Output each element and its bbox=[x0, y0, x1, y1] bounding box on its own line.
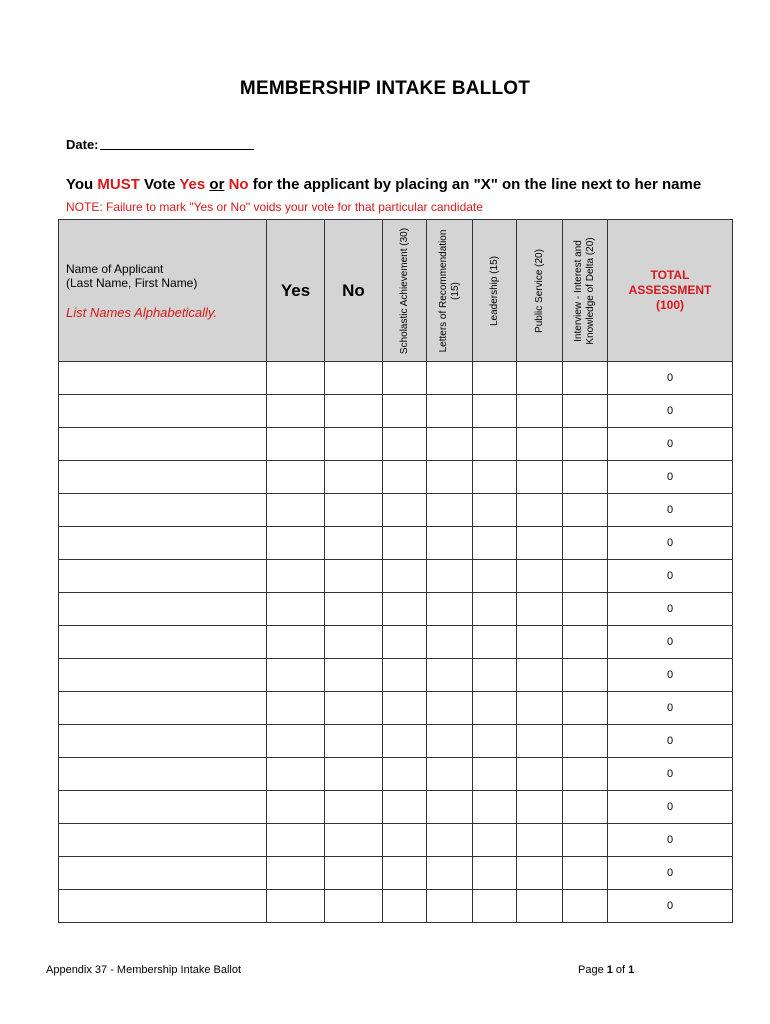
instruction-must: MUST bbox=[97, 176, 140, 193]
total-assessment-cell: 0 bbox=[608, 527, 733, 560]
leadership-score-cell[interactable] bbox=[473, 725, 517, 758]
table-row bbox=[59, 692, 733, 725]
public-service-score-cell[interactable] bbox=[517, 890, 563, 923]
total-assessment-cell: 0 bbox=[608, 725, 733, 758]
yes-vote-cell[interactable] bbox=[267, 560, 325, 593]
header-alphabetical-hint: List Names Alphabetically. bbox=[66, 304, 218, 320]
header-public-service bbox=[517, 220, 563, 362]
scholastic-score-cell[interactable] bbox=[383, 395, 427, 428]
leadership-score-cell[interactable] bbox=[473, 758, 517, 791]
table-header-row bbox=[59, 220, 733, 362]
total-assessment-cell: 0 bbox=[608, 659, 733, 692]
scholastic-score-cell[interactable] bbox=[383, 890, 427, 923]
public-service-score-cell[interactable] bbox=[517, 362, 563, 395]
header-public-service-label: Public Service (20) bbox=[533, 248, 545, 333]
letters-score-cell[interactable] bbox=[427, 362, 473, 395]
letters-score-cell[interactable] bbox=[427, 692, 473, 725]
letters-score-cell[interactable] bbox=[427, 626, 473, 659]
applicant-name-cell[interactable] bbox=[59, 659, 267, 692]
applicant-name-cell[interactable] bbox=[59, 527, 267, 560]
interview-score-cell[interactable] bbox=[563, 461, 608, 494]
public-service-score-cell[interactable] bbox=[517, 824, 563, 857]
table-row bbox=[59, 824, 733, 857]
public-service-score-cell[interactable] bbox=[517, 494, 563, 527]
yes-vote-cell[interactable] bbox=[267, 527, 325, 560]
no-vote-cell[interactable] bbox=[325, 692, 383, 725]
total-assessment-cell: 0 bbox=[608, 890, 733, 923]
yes-vote-cell[interactable] bbox=[267, 494, 325, 527]
scholastic-score-cell[interactable] bbox=[383, 527, 427, 560]
table-row bbox=[59, 659, 733, 692]
scholastic-score-cell[interactable] bbox=[383, 593, 427, 626]
applicant-name-cell[interactable] bbox=[59, 593, 267, 626]
scholastic-score-cell[interactable] bbox=[383, 362, 427, 395]
no-vote-cell[interactable] bbox=[325, 758, 383, 791]
no-vote-cell[interactable] bbox=[325, 626, 383, 659]
header-total-line2: ASSESSMENT bbox=[628, 283, 712, 297]
total-assessment-cell: 0 bbox=[608, 593, 733, 626]
leadership-score-cell[interactable] bbox=[473, 461, 517, 494]
yes-vote-cell[interactable] bbox=[267, 395, 325, 428]
total-assessment-cell: 0 bbox=[608, 692, 733, 725]
header-letters bbox=[427, 220, 473, 362]
header-total-line3: (100) bbox=[655, 298, 684, 312]
public-service-score-cell[interactable] bbox=[517, 758, 563, 791]
total-assessment-cell: 0 bbox=[608, 824, 733, 857]
scholastic-score-cell[interactable] bbox=[383, 494, 427, 527]
public-service-score-cell[interactable] bbox=[517, 461, 563, 494]
footer-page-of: of bbox=[612, 964, 629, 976]
yes-vote-cell[interactable] bbox=[267, 461, 325, 494]
header-leadership bbox=[473, 220, 517, 362]
letters-score-cell[interactable] bbox=[427, 560, 473, 593]
public-service-score-cell[interactable] bbox=[517, 527, 563, 560]
letters-score-cell[interactable] bbox=[427, 494, 473, 527]
no-vote-cell[interactable] bbox=[325, 395, 383, 428]
applicant-name-cell[interactable] bbox=[59, 857, 267, 890]
letters-score-cell[interactable] bbox=[427, 659, 473, 692]
header-interview-label: Interview - Interest and Knowledge of Delta (20) bbox=[573, 236, 596, 345]
instruction-yes: Yes bbox=[179, 176, 206, 193]
total-assessment-cell: 0 bbox=[608, 791, 733, 824]
yes-vote-cell[interactable] bbox=[267, 758, 325, 791]
yes-vote-cell[interactable] bbox=[267, 890, 325, 923]
footer-page-prefix: Page bbox=[578, 964, 607, 976]
applicant-name-cell[interactable] bbox=[59, 824, 267, 857]
no-vote-cell[interactable] bbox=[325, 890, 383, 923]
public-service-score-cell[interactable] bbox=[517, 428, 563, 461]
public-service-score-cell[interactable] bbox=[517, 395, 563, 428]
interview-score-cell[interactable] bbox=[563, 791, 608, 824]
header-total-line1: TOTAL bbox=[650, 268, 690, 282]
letters-score-cell[interactable] bbox=[427, 725, 473, 758]
scholastic-score-cell[interactable] bbox=[383, 461, 427, 494]
leadership-score-cell[interactable] bbox=[473, 857, 517, 890]
applicant-name-cell[interactable] bbox=[59, 428, 267, 461]
yes-vote-cell[interactable] bbox=[267, 428, 325, 461]
no-vote-cell[interactable] bbox=[325, 593, 383, 626]
applicant-name-cell[interactable] bbox=[59, 494, 267, 527]
header-no: No bbox=[325, 220, 383, 362]
no-vote-cell[interactable] bbox=[325, 428, 383, 461]
header-name-line1: Name of Applicant bbox=[66, 261, 164, 276]
scholastic-score-cell[interactable] bbox=[383, 857, 427, 890]
interview-score-cell[interactable] bbox=[563, 362, 608, 395]
table-row bbox=[59, 593, 733, 626]
table-row bbox=[59, 560, 733, 593]
table-row bbox=[59, 362, 733, 395]
interview-score-cell[interactable] bbox=[563, 527, 608, 560]
interview-score-cell[interactable] bbox=[563, 560, 608, 593]
public-service-score-cell[interactable] bbox=[517, 725, 563, 758]
leadership-score-cell[interactable] bbox=[473, 494, 517, 527]
letters-score-cell[interactable] bbox=[427, 791, 473, 824]
letters-score-cell[interactable] bbox=[427, 824, 473, 857]
interview-score-cell[interactable] bbox=[563, 593, 608, 626]
table-row bbox=[59, 527, 733, 560]
yes-vote-cell[interactable] bbox=[267, 593, 325, 626]
yes-vote-cell[interactable] bbox=[267, 692, 325, 725]
scholastic-score-cell[interactable] bbox=[383, 824, 427, 857]
no-vote-cell[interactable] bbox=[325, 659, 383, 692]
yes-vote-cell[interactable] bbox=[267, 857, 325, 890]
header-name-of-applicant bbox=[59, 220, 267, 362]
header-scholastic bbox=[383, 220, 427, 362]
no-vote-cell[interactable] bbox=[325, 494, 383, 527]
scholastic-score-cell[interactable] bbox=[383, 659, 427, 692]
table-row bbox=[59, 461, 733, 494]
header-scholastic-label: Scholastic Achievement (30) bbox=[398, 227, 410, 354]
letters-score-cell[interactable] bbox=[427, 890, 473, 923]
yes-vote-cell[interactable] bbox=[267, 626, 325, 659]
applicant-name-cell[interactable] bbox=[59, 758, 267, 791]
header-leadership-label: Leadership (15) bbox=[488, 255, 500, 326]
scholastic-score-cell[interactable] bbox=[383, 428, 427, 461]
applicant-name-cell[interactable] bbox=[59, 890, 267, 923]
table-row bbox=[59, 494, 733, 527]
table-row bbox=[59, 758, 733, 791]
interview-score-cell[interactable] bbox=[563, 824, 608, 857]
leadership-score-cell[interactable] bbox=[473, 362, 517, 395]
letters-score-cell[interactable] bbox=[427, 527, 473, 560]
interview-score-cell[interactable] bbox=[563, 758, 608, 791]
scholastic-score-cell[interactable] bbox=[383, 692, 427, 725]
ballot-table bbox=[58, 219, 733, 923]
leadership-score-cell[interactable] bbox=[473, 824, 517, 857]
public-service-score-cell[interactable] bbox=[517, 692, 563, 725]
yes-vote-cell[interactable] bbox=[267, 791, 325, 824]
date-blank-line[interactable] bbox=[100, 136, 254, 150]
footer-appendix: Appendix 37 - Membership Intake Ballot bbox=[46, 964, 242, 976]
no-vote-cell[interactable] bbox=[325, 461, 383, 494]
no-vote-cell[interactable] bbox=[325, 527, 383, 560]
letters-score-cell[interactable] bbox=[427, 758, 473, 791]
leadership-score-cell[interactable] bbox=[473, 626, 517, 659]
leadership-score-cell[interactable] bbox=[473, 428, 517, 461]
public-service-score-cell[interactable] bbox=[517, 626, 563, 659]
yes-vote-cell[interactable] bbox=[267, 362, 325, 395]
public-service-score-cell[interactable] bbox=[517, 857, 563, 890]
interview-score-cell[interactable] bbox=[563, 428, 608, 461]
interview-score-cell[interactable] bbox=[563, 857, 608, 890]
no-vote-cell[interactable] bbox=[325, 725, 383, 758]
public-service-score-cell[interactable] bbox=[517, 791, 563, 824]
scholastic-score-cell[interactable] bbox=[383, 560, 427, 593]
no-vote-cell[interactable] bbox=[325, 857, 383, 890]
yes-vote-cell[interactable] bbox=[267, 659, 325, 692]
letters-score-cell[interactable] bbox=[427, 593, 473, 626]
table-row bbox=[59, 725, 733, 758]
leadership-score-cell[interactable] bbox=[473, 395, 517, 428]
public-service-score-cell[interactable] bbox=[517, 659, 563, 692]
table-row bbox=[59, 428, 733, 461]
table-row bbox=[59, 791, 733, 824]
applicant-name-cell[interactable] bbox=[59, 692, 267, 725]
yes-vote-cell[interactable] bbox=[267, 824, 325, 857]
date-field bbox=[66, 136, 254, 152]
scholastic-score-cell[interactable] bbox=[383, 758, 427, 791]
table-row bbox=[59, 890, 733, 923]
no-vote-cell[interactable] bbox=[325, 560, 383, 593]
total-assessment-cell: 0 bbox=[608, 626, 733, 659]
applicant-name-cell[interactable] bbox=[59, 560, 267, 593]
header-letters-label: Letters of Recommendation (15) bbox=[437, 229, 461, 352]
interview-score-cell[interactable] bbox=[563, 494, 608, 527]
instruction-text-3: for the applicant by placing an "X" on the line next to her name bbox=[248, 176, 702, 193]
yes-vote-cell[interactable] bbox=[267, 725, 325, 758]
interview-score-cell[interactable] bbox=[563, 725, 608, 758]
applicant-name-cell[interactable] bbox=[59, 725, 267, 758]
letters-score-cell[interactable] bbox=[427, 857, 473, 890]
applicant-name-cell[interactable] bbox=[59, 362, 267, 395]
applicant-name-cell[interactable] bbox=[59, 461, 267, 494]
instruction-or: or bbox=[209, 176, 225, 193]
instruction-text-1: You bbox=[66, 176, 98, 193]
total-assessment-cell: 0 bbox=[608, 758, 733, 791]
scholastic-score-cell[interactable] bbox=[383, 791, 427, 824]
ballot-title: MEMBERSHIP INTAKE BALLOT bbox=[239, 78, 531, 99]
letters-score-cell[interactable] bbox=[427, 428, 473, 461]
footer-page-number bbox=[578, 964, 634, 976]
interview-score-cell[interactable] bbox=[563, 659, 608, 692]
header-interview bbox=[563, 220, 608, 362]
total-assessment-cell: 0 bbox=[608, 395, 733, 428]
table-row bbox=[59, 395, 733, 428]
total-assessment-cell: 0 bbox=[608, 428, 733, 461]
date-label: Date: bbox=[66, 137, 99, 152]
public-service-score-cell[interactable] bbox=[517, 593, 563, 626]
total-assessment-cell: 0 bbox=[608, 560, 733, 593]
scholastic-score-cell[interactable] bbox=[383, 626, 427, 659]
interview-score-cell[interactable] bbox=[563, 395, 608, 428]
public-service-score-cell[interactable] bbox=[517, 560, 563, 593]
header-yes: Yes bbox=[267, 220, 325, 362]
total-assessment-cell: 0 bbox=[608, 461, 733, 494]
letters-score-cell[interactable] bbox=[427, 461, 473, 494]
no-vote-cell[interactable] bbox=[325, 791, 383, 824]
voting-instruction bbox=[66, 176, 701, 193]
interview-score-cell[interactable] bbox=[563, 890, 608, 923]
table-row bbox=[59, 857, 733, 890]
total-assessment-cell: 0 bbox=[608, 494, 733, 527]
leadership-score-cell[interactable] bbox=[473, 593, 517, 626]
total-assessment-cell: 0 bbox=[608, 362, 733, 395]
leadership-score-cell[interactable] bbox=[473, 791, 517, 824]
header-name-line2: (Last Name, First Name) bbox=[66, 275, 198, 290]
applicant-name-cell[interactable] bbox=[59, 395, 267, 428]
footer-page-current: 1 bbox=[606, 964, 613, 976]
no-vote-cell[interactable] bbox=[325, 824, 383, 857]
footer-page-total: 1 bbox=[628, 964, 635, 976]
total-assessment-cell: 0 bbox=[608, 857, 733, 890]
leadership-score-cell[interactable] bbox=[473, 560, 517, 593]
ballot-rows bbox=[59, 362, 733, 923]
applicant-name-cell[interactable] bbox=[59, 791, 267, 824]
letters-score-cell[interactable] bbox=[427, 395, 473, 428]
failure-note: NOTE: Failure to mark "Yes or No" voids your vote for that particular candidate bbox=[66, 200, 483, 214]
applicant-name-cell[interactable] bbox=[59, 626, 267, 659]
instruction-no: No bbox=[228, 176, 249, 193]
interview-score-cell[interactable] bbox=[563, 692, 608, 725]
leadership-score-cell[interactable] bbox=[473, 527, 517, 560]
leadership-score-cell[interactable] bbox=[473, 659, 517, 692]
scholastic-score-cell[interactable] bbox=[383, 725, 427, 758]
instruction-text-2: Vote bbox=[139, 176, 180, 193]
no-vote-cell[interactable] bbox=[325, 362, 383, 395]
leadership-score-cell[interactable] bbox=[473, 692, 517, 725]
interview-score-cell[interactable] bbox=[563, 626, 608, 659]
table-row bbox=[59, 626, 733, 659]
header-total-assessment bbox=[608, 220, 733, 362]
leadership-score-cell[interactable] bbox=[473, 890, 517, 923]
